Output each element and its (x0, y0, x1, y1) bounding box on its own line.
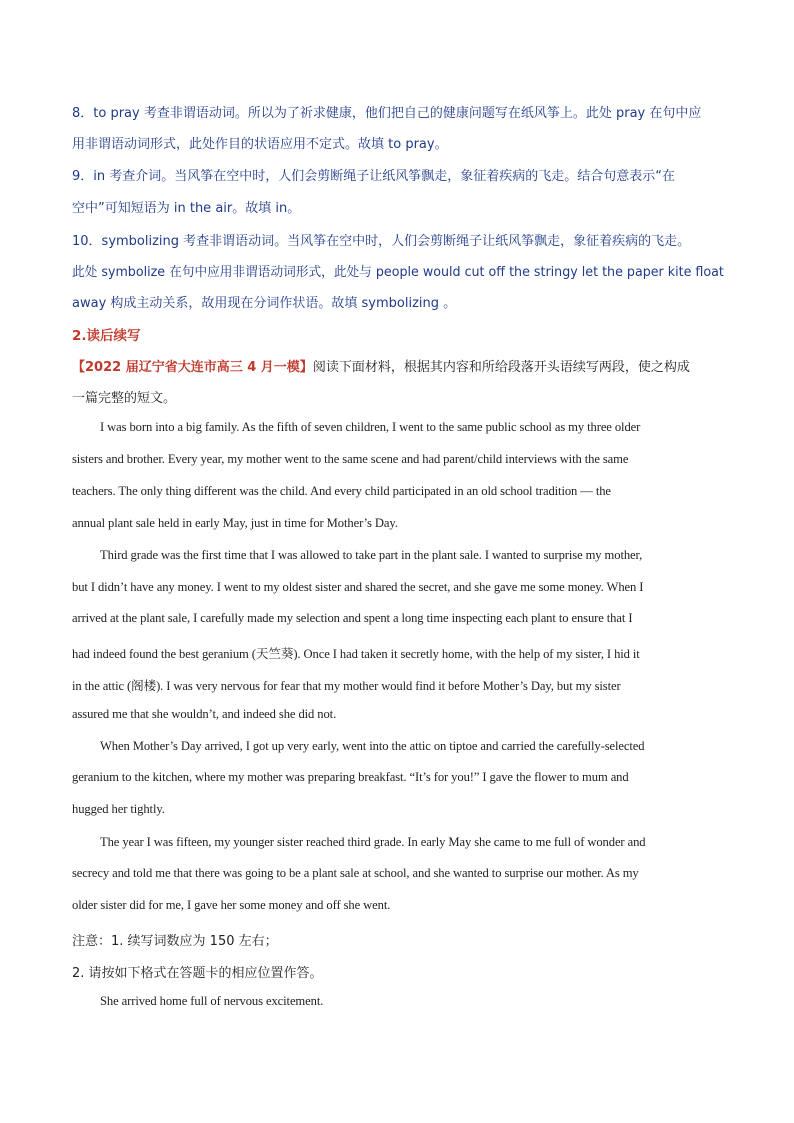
passage-p2-line-6: assured me that she wouldn’t, and indeed she did not. (72, 707, 337, 721)
passage-p4-line-2: secrecy and told me that there was going to be a plant sale at school, and she wanted to surprise our mother. As my (72, 866, 639, 880)
passage-p1-line-3: teachers. The only thing different was the child. And every child participated in an old school tradition — the (72, 484, 611, 498)
answer-10-line-2: 此处 symbolize 在句中应用非谓语动词形式，此处与 people would cut off the stringy let the paper kite float (72, 265, 724, 280)
source-tag: 【2022 届辽宁省大连市高三 4 月一模】 (72, 360, 313, 375)
continuation-starter: She arrived home full of nervous excitement. (100, 994, 324, 1008)
answer-9-line-2: 空中”可知短语为 in the air。故填 in。 (72, 201, 301, 216)
passage-p4-line-1: The year I was fifteen, my younger sister reached third grade. In early May she came to me full of wonder and (100, 835, 646, 849)
passage-p4-line-3: older sister did for me, I gave her some money and off she went. (72, 898, 391, 912)
passage-p1-line-4: annual plant sale held in early May, just in time for Mother’s Day. (72, 516, 398, 530)
passage-p2-line-2: but I didn’t have any money. I went to my oldest sister and shared the secret, and she gave me some money. When I (72, 580, 644, 594)
answer-10-line-1: 10．symbolizing 考查非谓语动词。当风筝在空中时，人们会剪断绳子让纸风筝飘走，象征着疾病的飞走。 (72, 234, 691, 249)
passage-p1-line-1: I was born into a big family. As the fifth of seven children, I went to the same public school as my three older (100, 420, 641, 434)
passage-p2-line-4: had indeed found the best geranium (天竺葵). Once I had taken it secretly home, with the help of my sister, I hid it (72, 647, 640, 661)
passage-p3-line-2: geranium to the kitchen, where my mother was preparing breakfast. “It’s for you!” I gave the flower to mum and (72, 770, 629, 784)
passage-p3-line-3: hugged her tightly. (72, 802, 165, 816)
note-line-2: 2. 请按如下格式在答题卡的相应位置作答。 (72, 966, 323, 981)
answer-8-line-1: 8．to pray 考查非谓语动词。所以为了祈求健康，他们把自己的健康问题写在纸风筝上。此处 pray 在句中应 (72, 106, 702, 121)
instruction-line-1 (72, 356, 690, 375)
answer-9-line-1: 9．in 考查介词。当风筝在空中时，人们会剪断绳子让纸风筝飘走，象征着疾病的飞走。结合句意表示“在 (72, 169, 675, 184)
passage-p3-line-1: When Mother’s Day arrived, I got up very early, went into the attic on tiptoe and carried the carefully-selected (100, 739, 645, 753)
instruction-text: 阅读下面材料，根据其内容和所给段落开头语续写两段，使之构成 (312, 360, 690, 375)
answer-8-line-2: 用非谓语动词形式，此处作目的状语应用不定式。故填 to pray。 (72, 137, 448, 152)
note-line-1: 注意：1. 续写词数应为 150 左右； (72, 934, 278, 949)
instruction-line-2: 一篇完整的短文。 (72, 391, 177, 406)
passage-p2-line-3: arrived at the plant sale, I carefully made my selection and spent a long time inspecting each plant to ensure that I (72, 611, 633, 625)
passage-p2-line-1: Third grade was the first time that I was allowed to take part in the plant sale. I wanted to surprise my mother, (100, 548, 643, 562)
passage-p2-line-5: in the attic (阁楼). I was very nervous for fear that my mother would find it before Mother’s Day, but my sister (72, 679, 621, 693)
answer-10-line-3: away 构成主动关系，故用现在分词作状语。故填 symbolizing 。 (72, 296, 457, 311)
section-heading: 2.读后续写 (72, 328, 141, 344)
passage-p1-line-2: sisters and brother. Every year, my mother went to the same scene and had parent/child interviews with the same (72, 452, 629, 466)
